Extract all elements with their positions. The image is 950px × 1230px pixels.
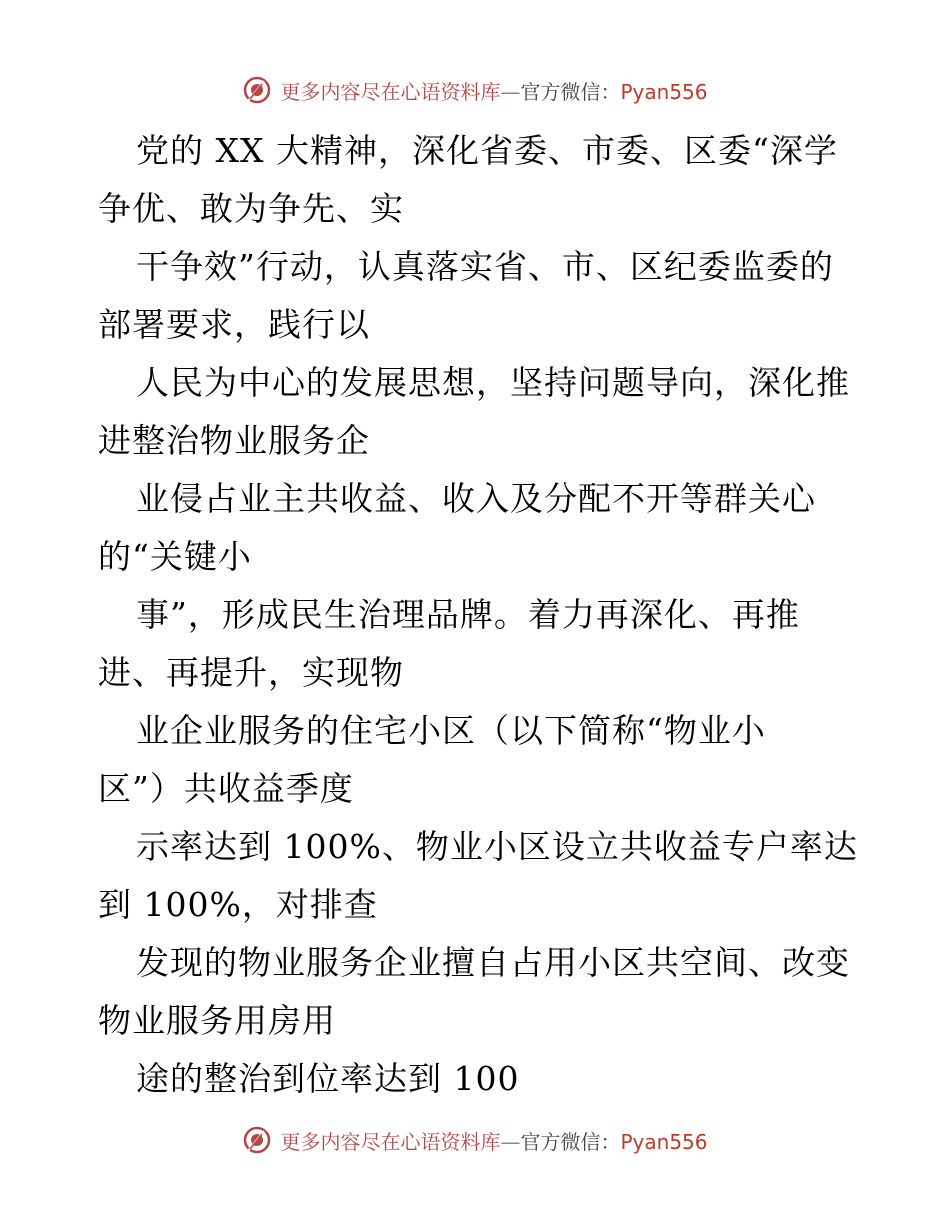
- body-text-line: 发现的物业服务企业擅自占用小区共空间、改变: [136, 943, 850, 982]
- body-text-line: 部署要求，践行以: [98, 305, 370, 344]
- header-wechat-id: Pyan556: [620, 79, 708, 104]
- body-text-line: 业企业服务的住宅小区（以下简称“物业小: [136, 711, 766, 750]
- body-text-line: 途的整治到位率达到 100: [136, 1059, 520, 1098]
- body-text-line: 示率达到 100%、物业小区设立共收益专户率达: [136, 827, 858, 866]
- document-body: [98, 122, 858, 1108]
- footer-banner: [0, 1120, 950, 1160]
- body-text-line: 到 100%，对排查: [98, 885, 378, 924]
- body-text-line: 进、再提升，实现物: [98, 653, 404, 692]
- header-banner-title: 更多内容尽在心语资料库: [280, 79, 501, 104]
- body-text-line: 的“关键小: [98, 537, 252, 576]
- body-text-line: 物业服务用房用: [98, 1001, 336, 1040]
- brand-logo-icon: [242, 1125, 272, 1155]
- body-text-line: 业侵占业主共收益、收入及分配不开等群关心: [136, 479, 816, 518]
- brand-logo-icon: [242, 75, 272, 105]
- body-text-line: 干争效”行动，认真落实省、市、区纪委监委的: [136, 247, 834, 286]
- header-wechat-label: 官方微信：: [520, 79, 621, 104]
- header-banner: [0, 70, 950, 110]
- body-text-line: 区”）共收益季度: [98, 769, 354, 808]
- footer-banner-separator: —: [500, 1129, 521, 1154]
- footer-banner-title: 更多内容尽在心语资料库: [280, 1129, 501, 1154]
- footer-banner-text: [280, 1126, 707, 1155]
- body-text-line: 党的 XX 大精神，深化省委、市委、区委“深学: [136, 131, 838, 170]
- header-banner-text: [280, 76, 707, 105]
- body-text-line: 进整治物业服务企: [98, 421, 370, 460]
- footer-wechat-id: Pyan556: [620, 1129, 708, 1154]
- footer-wechat-label: 官方微信：: [520, 1129, 621, 1154]
- body-text-line: 事”，形成民生治理品牌。着力再深化、再推: [136, 595, 800, 634]
- header-banner-separator: —: [500, 79, 521, 104]
- body-text-line: 争优、敢为争先、实: [98, 189, 404, 228]
- body-text-line: 人民为中心的发展思想，坚持问题导向，深化推: [136, 363, 850, 402]
